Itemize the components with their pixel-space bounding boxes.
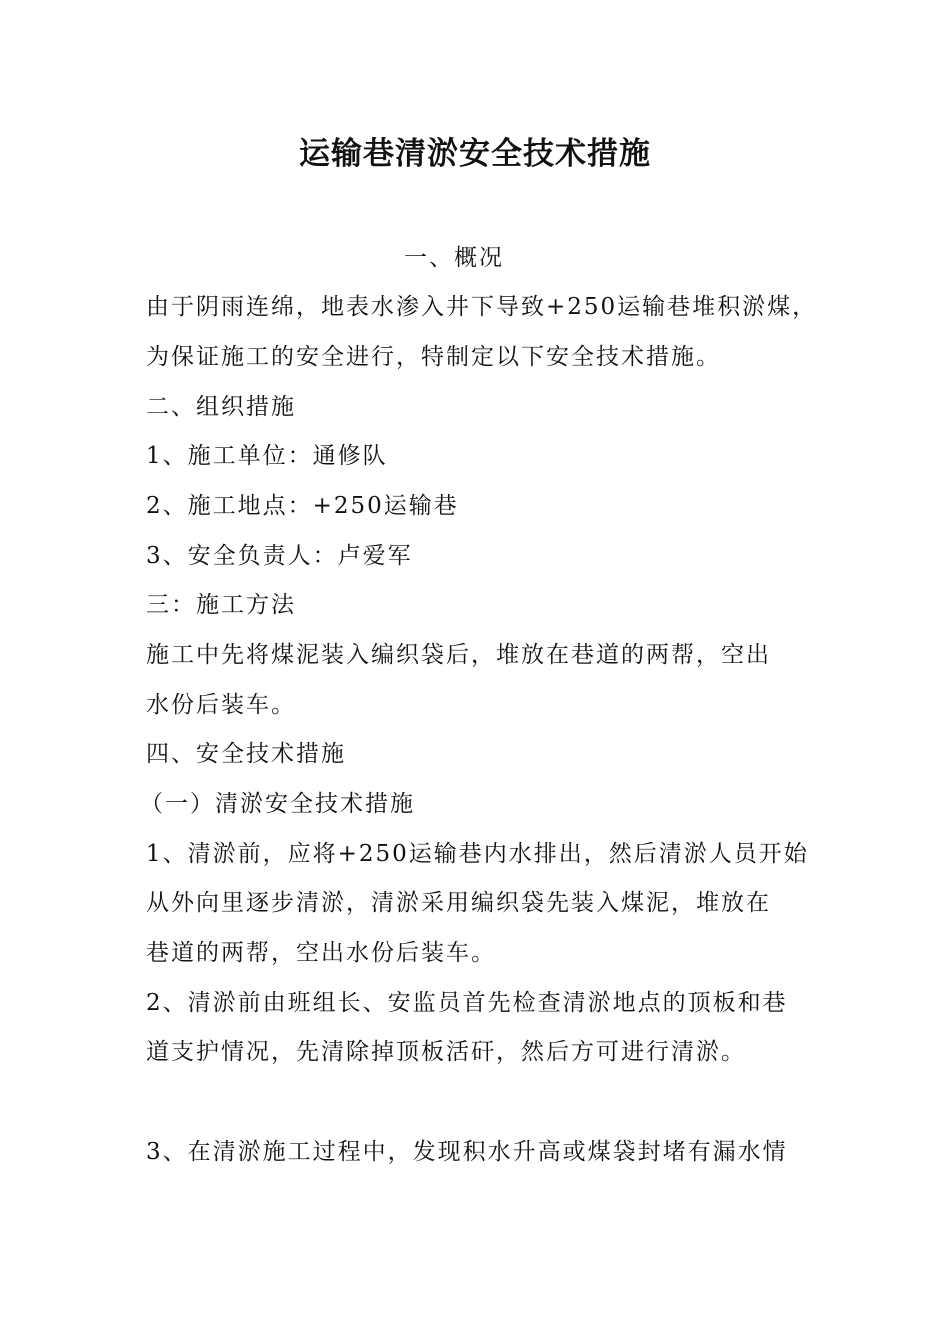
- list-item: 3、安全负责人：卢爱军: [146, 543, 413, 569]
- paragraph-line: 巷道的两帮，空出水份后装车。: [146, 940, 496, 966]
- section-heading-method: 三：施工方法: [146, 592, 296, 618]
- list-item: 2、施工地点：+250运输巷: [146, 493, 459, 519]
- section-heading-safety: 四、安全技术措施: [146, 741, 346, 767]
- subsection-heading: （一）清淤安全技术措施: [140, 791, 415, 817]
- list-item: 3、在清淤施工过程中，发现积水升高或煤袋封堵有漏水情: [146, 1139, 788, 1165]
- section-heading-organization: 二、组织措施: [146, 394, 296, 420]
- list-item: 2、清淤前由班组长、安监员首先检查清淤地点的顶板和巷: [146, 990, 788, 1016]
- list-item: 1、清淤前，应将+250运输巷内水排出，然后清淤人员开始: [146, 841, 809, 867]
- paragraph-line: 水份后装车。: [146, 692, 296, 718]
- paragraph-line: 从外向里逐步清淤，清淤采用编织袋先装入煤泥，堆放在: [146, 890, 771, 916]
- page-title: 运输巷清淤安全技术措施: [299, 136, 651, 172]
- paragraph-line: 为保证施工的安全进行，特制定以下安全技术措施。: [146, 344, 721, 370]
- paragraph-line: 施工中先将煤泥装入编织袋后，堆放在巷道的两帮，空出: [146, 642, 771, 668]
- list-item: 1、施工单位：通修队: [146, 443, 388, 469]
- section-heading-overview: 一、概况: [404, 245, 504, 271]
- paragraph-line: 道支护情况，先清除掉顶板活矸，然后方可进行清淤。: [146, 1039, 746, 1065]
- paragraph-line: 由于阴雨连绵，地表水渗入井下导致+250运输巷堆积淤煤，: [146, 294, 818, 320]
